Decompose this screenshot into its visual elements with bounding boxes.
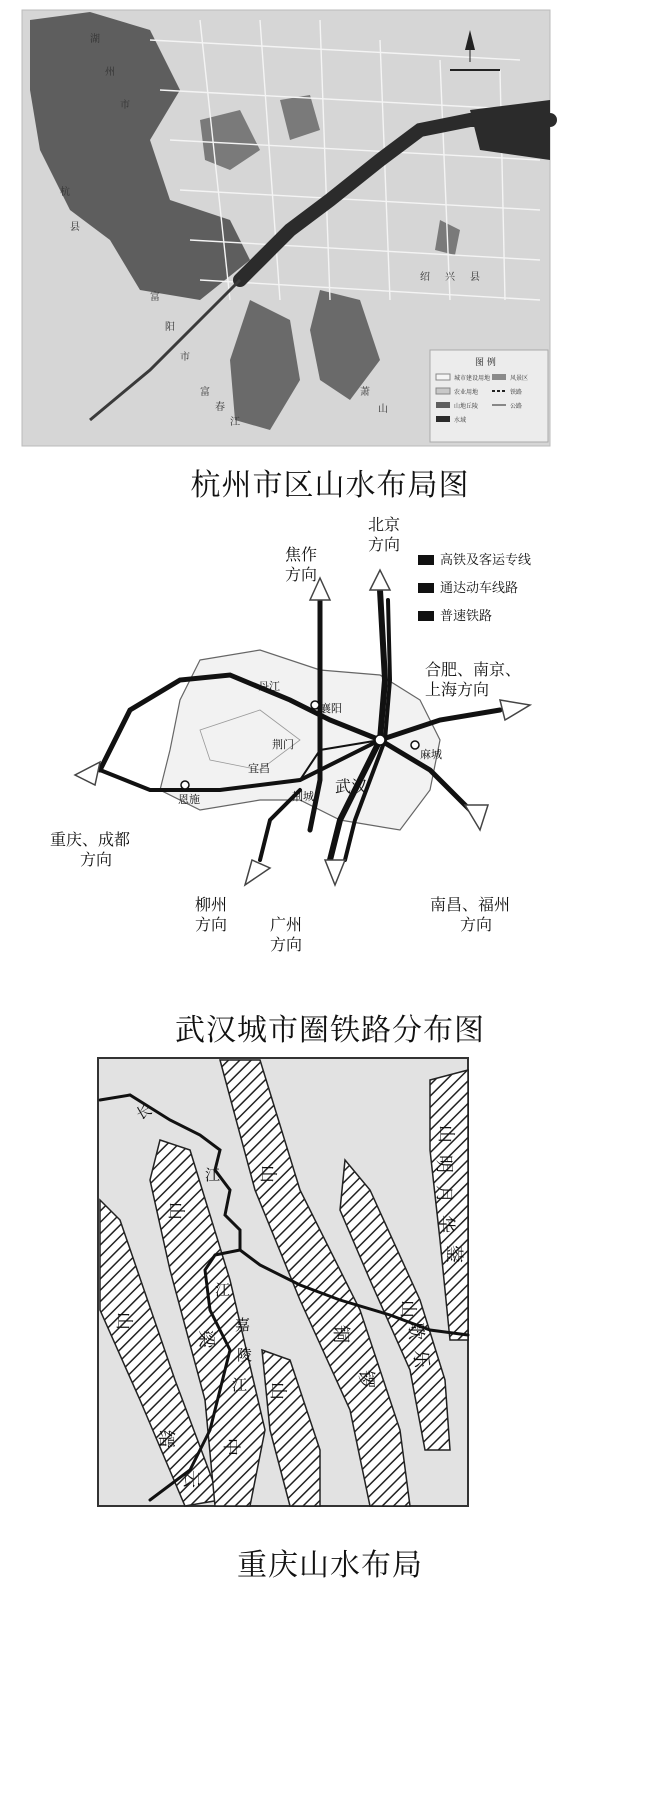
map-label: 市 — [180, 352, 190, 363]
city-label: 麻城 — [420, 748, 442, 761]
mountain-label: 山 — [267, 1382, 288, 1400]
city-label: 武汉 — [335, 777, 368, 796]
direction-guangzhou — [270, 915, 302, 954]
mountain-label: 山 — [435, 1125, 456, 1143]
city-label: 荆城 — [292, 790, 314, 803]
mountain-label: 山 — [257, 1165, 278, 1183]
map-label: 阳 — [165, 322, 175, 333]
legend-label: 水域 — [454, 417, 467, 424]
dir-line: 方向 — [285, 565, 318, 584]
chongqing-map — [0, 1050, 660, 1530]
dir-line: 北京 — [368, 515, 401, 534]
legend-label: 高铁及客运专线 — [440, 553, 532, 568]
mountain-label: 中 — [220, 1438, 241, 1456]
mountain-label: 云 — [180, 1470, 201, 1488]
legend-label: 农业用地 — [454, 389, 479, 396]
dir-line: 方向 — [195, 915, 228, 934]
direction-jiaozuo — [285, 545, 317, 584]
dir-line: 方向 — [270, 935, 303, 954]
dir-line: 重庆、成都 — [50, 830, 131, 849]
map-label: 春 — [215, 402, 225, 413]
river-label: 江 — [232, 1376, 248, 1394]
chongqing-panel — [0, 1050, 660, 1530]
chongqing-caption: 重庆山水布局 — [237, 1548, 423, 1583]
map-label: 山 — [378, 404, 388, 415]
river-label: 嘉 — [235, 1316, 251, 1334]
legend-label: 普速铁路 — [440, 609, 493, 624]
wuhan-rail-map — [0, 500, 660, 1000]
legend-label: 通达动车线路 — [440, 581, 519, 596]
mountain-label: 锣 — [355, 1370, 376, 1388]
map-label: 江 — [230, 417, 240, 428]
mountain-label: 歌 — [405, 1322, 426, 1340]
hangzhou-caption: 杭州市区山水布局图 — [190, 468, 470, 503]
dir-line: 柳州 — [195, 895, 228, 914]
map-label: 富 — [150, 292, 160, 303]
mountain-label: 梁 — [195, 1330, 216, 1348]
map-label: 兴 — [445, 272, 455, 283]
legend-title: 图 例 — [475, 358, 496, 368]
map-label: 县 — [470, 272, 480, 283]
mountain-label: 缙 — [155, 1430, 176, 1448]
legend-label: 风景区 — [510, 375, 529, 382]
wuhan-caption: 武汉城市圈铁路分布图 — [175, 1013, 485, 1048]
mountain-label: 乐 — [410, 1350, 431, 1368]
mountain-label: 月 — [433, 1185, 454, 1203]
dir-line: 方向 — [368, 535, 401, 554]
map-label: 县 — [70, 222, 80, 233]
map-label: 绍 — [420, 272, 430, 283]
map-label: 萧 — [360, 387, 370, 398]
legend-label: 铁路 — [510, 389, 523, 396]
city-label: 宜昌 — [248, 762, 270, 775]
legend-label: 公路 — [510, 403, 523, 410]
hangzhou-map-panel — [0, 0, 660, 460]
hangzhou-legend — [430, 350, 548, 442]
city-label: 丹江 — [258, 680, 280, 693]
wuhan-rail-panel — [0, 500, 660, 1000]
mountain-label: 山 — [397, 1300, 418, 1318]
river-label: 江 — [215, 1281, 231, 1299]
direction-beijing — [368, 515, 400, 554]
mountain-label: 明 — [433, 1155, 454, 1173]
map-label: 州 — [105, 67, 115, 78]
hangzhou-map — [0, 0, 660, 460]
direction-liuzhou — [195, 895, 227, 934]
legend-label: 城市建设用地 — [454, 375, 491, 382]
mountain-label: 华 — [435, 1215, 456, 1233]
map-label: 市 — [120, 100, 130, 111]
river-label: 陵 — [237, 1346, 253, 1364]
map-label: 湖 — [90, 34, 100, 45]
dir-line: 方向 — [460, 915, 493, 934]
mountain-label: 铜 — [330, 1325, 351, 1343]
river-label: 江 — [205, 1166, 221, 1184]
map-label: 富 — [200, 387, 210, 398]
dir-line: 南昌、福州 — [430, 895, 511, 914]
dir-line: 上海方向 — [425, 680, 490, 699]
mountain-label: 山 — [113, 1312, 134, 1330]
dir-line: 焦作 — [285, 545, 318, 564]
dir-line: 广州 — [270, 915, 303, 934]
legend-label: 山地丘陵 — [454, 403, 479, 410]
river-label: 长 — [133, 1100, 156, 1124]
mountain-label: 蓥 — [443, 1245, 464, 1263]
city-label: 襄阳 — [320, 702, 342, 715]
map-label: 杭 — [60, 187, 70, 198]
mountain-label: 山 — [165, 1202, 186, 1220]
dir-line: 合肥、南京、 — [425, 660, 522, 679]
city-label: 恩施 — [178, 793, 200, 806]
city-label: 荆门 — [272, 738, 294, 751]
dir-line: 方向 — [80, 850, 113, 869]
